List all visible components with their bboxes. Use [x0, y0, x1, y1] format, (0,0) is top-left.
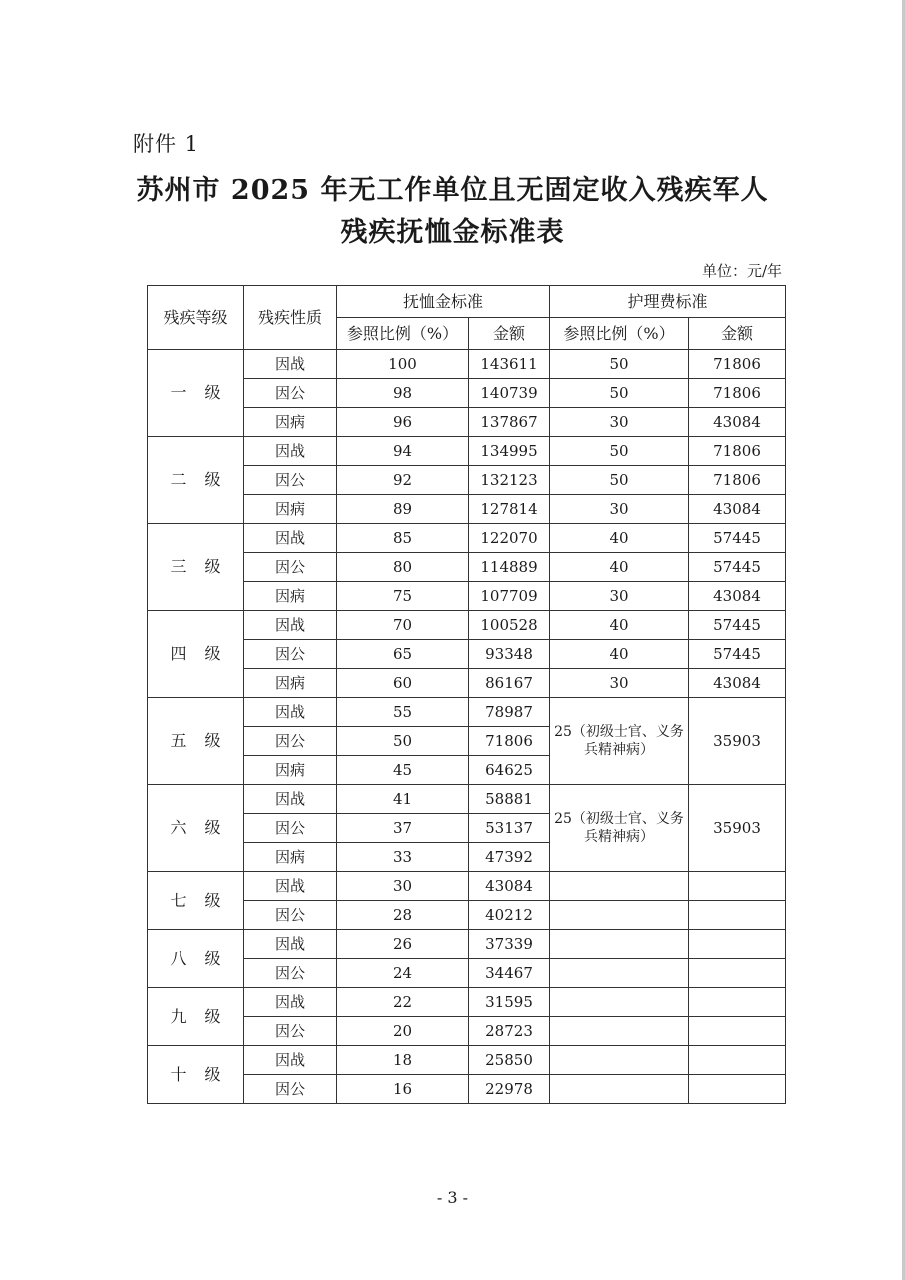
care-amount-cell: 71806: [689, 350, 786, 379]
ratio-cell: 33: [337, 843, 469, 872]
care-ratio-cell-empty: [550, 959, 689, 988]
grade-cell: 五级: [148, 698, 244, 785]
ratio-cell: 75: [337, 582, 469, 611]
care-amount-cell: 43084: [689, 408, 786, 437]
nature-cell: 因战: [244, 524, 337, 553]
nature-cell: 因公: [244, 959, 337, 988]
nature-cell: 因战: [244, 872, 337, 901]
table-row: [148, 1046, 786, 1075]
ratio-cell: 98: [337, 379, 469, 408]
table-row: [148, 669, 786, 698]
care-amount-cell: 43084: [689, 669, 786, 698]
care-ratio-cell-empty: [550, 988, 689, 1017]
grade-cell: 四级: [148, 611, 244, 698]
care-amount-cell-empty: [689, 988, 786, 1017]
ratio-cell: 16: [337, 1075, 469, 1104]
amount-cell: 132123: [469, 466, 550, 495]
grade-cell: 六级: [148, 785, 244, 872]
care-amount-cell-empty: [689, 901, 786, 930]
care-ratio-cell: 50: [550, 437, 689, 466]
care-amount-cell: 57445: [689, 553, 786, 582]
table-row: [148, 988, 786, 1017]
grade-cell: 二级: [148, 437, 244, 524]
table-row: [148, 611, 786, 640]
header-row-1: [148, 286, 786, 318]
table-row: [148, 1075, 786, 1104]
care-amount-cell-empty: [689, 1017, 786, 1046]
ratio-cell: 50: [337, 727, 469, 756]
amount-cell: 47392: [469, 843, 550, 872]
amount-cell: 58881: [469, 785, 550, 814]
amount-cell: 140739: [469, 379, 550, 408]
care-ratio-cell: 40: [550, 553, 689, 582]
care-ratio-cell: 50: [550, 379, 689, 408]
nature-cell: 因战: [244, 611, 337, 640]
care-amount-cell-empty: [689, 872, 786, 901]
care-amount-cell: 35903: [689, 698, 786, 785]
amount-cell: 127814: [469, 495, 550, 524]
care-ratio-cell: 30: [550, 582, 689, 611]
care-amount-cell-empty: [689, 930, 786, 959]
nature-cell: 因公: [244, 466, 337, 495]
col-header-grade: 残疾等级: [148, 286, 244, 350]
table-row: [148, 901, 786, 930]
table-row: [148, 785, 786, 814]
table-row: [148, 582, 786, 611]
nature-cell: 因战: [244, 1046, 337, 1075]
amount-cell: 86167: [469, 669, 550, 698]
amount-cell: 93348: [469, 640, 550, 669]
amount-cell: 134995: [469, 437, 550, 466]
pension-standard-table: [147, 285, 786, 1104]
ratio-cell: 18: [337, 1046, 469, 1075]
nature-cell: 因公: [244, 553, 337, 582]
nature-cell: 因病: [244, 582, 337, 611]
care-amount-cell: 71806: [689, 437, 786, 466]
care-ratio-cell-empty: [550, 1075, 689, 1104]
amount-cell: 71806: [469, 727, 550, 756]
amount-cell: 122070: [469, 524, 550, 553]
care-amount-cell: 71806: [689, 379, 786, 408]
nature-cell: 因病: [244, 669, 337, 698]
care-ratio-cell: 40: [550, 640, 689, 669]
grade-cell: 十级: [148, 1046, 244, 1104]
care-ratio-cell-empty: [550, 930, 689, 959]
care-amount-cell-empty: [689, 1046, 786, 1075]
ratio-cell: 45: [337, 756, 469, 785]
grade-cell: 一级: [148, 350, 244, 437]
nature-cell: 因战: [244, 930, 337, 959]
document-title-line1: 苏州市 2025 年无工作单位且无固定收入残疾军人: [136, 175, 769, 206]
care-amount-cell-empty: [689, 1075, 786, 1104]
care-ratio-cell: 40: [550, 524, 689, 553]
nature-cell: 因战: [244, 988, 337, 1017]
ratio-cell: 100: [337, 350, 469, 379]
table-row: [148, 930, 786, 959]
ratio-cell: 55: [337, 698, 469, 727]
amount-cell: 114889: [469, 553, 550, 582]
col-header-care-ratio: 参照比例（%）: [550, 318, 689, 350]
table-row: [148, 553, 786, 582]
amount-cell: 31595: [469, 988, 550, 1017]
col-header-pension-amount: 金额: [469, 318, 550, 350]
amount-cell: 34467: [469, 959, 550, 988]
table-row: [148, 437, 786, 466]
care-amount-cell: 71806: [689, 466, 786, 495]
nature-cell: 因战: [244, 437, 337, 466]
ratio-cell: 70: [337, 611, 469, 640]
amount-cell: 43084: [469, 872, 550, 901]
care-ratio-cell-empty: [550, 1017, 689, 1046]
ratio-cell: 24: [337, 959, 469, 988]
nature-cell: 因病: [244, 843, 337, 872]
care-ratio-cell: 50: [550, 350, 689, 379]
table-row: [148, 524, 786, 553]
ratio-cell: 41: [337, 785, 469, 814]
care-amount-cell: 57445: [689, 524, 786, 553]
ratio-cell: 85: [337, 524, 469, 553]
care-ratio-note-cell: 25（初级士官、义务兵精神病）: [550, 698, 689, 785]
ratio-cell: 92: [337, 466, 469, 495]
table-row: [148, 698, 786, 727]
grade-cell: 九级: [148, 988, 244, 1046]
grade-cell: 七级: [148, 872, 244, 930]
amount-cell: 137867: [469, 408, 550, 437]
nature-cell: 因战: [244, 698, 337, 727]
nature-cell: 因战: [244, 785, 337, 814]
care-amount-cell-empty: [689, 959, 786, 988]
amount-cell: 53137: [469, 814, 550, 843]
amount-cell: 25850: [469, 1046, 550, 1075]
care-amount-cell: 35903: [689, 785, 786, 872]
ratio-cell: 20: [337, 1017, 469, 1046]
ratio-cell: 60: [337, 669, 469, 698]
ratio-cell: 94: [337, 437, 469, 466]
amount-cell: 28723: [469, 1017, 550, 1046]
table-row: [148, 959, 786, 988]
attachment-label: 附件 1: [133, 132, 200, 156]
amount-cell: 64625: [469, 756, 550, 785]
nature-cell: 因病: [244, 756, 337, 785]
care-ratio-cell-empty: [550, 1046, 689, 1075]
table-row: [148, 379, 786, 408]
nature-cell: 因公: [244, 1075, 337, 1104]
ratio-cell: 22: [337, 988, 469, 1017]
nature-cell: 因公: [244, 640, 337, 669]
care-ratio-cell: 40: [550, 611, 689, 640]
page-number: - 3 -: [436, 1188, 469, 1207]
care-amount-cell: 43084: [689, 582, 786, 611]
nature-cell: 因公: [244, 1017, 337, 1046]
care-ratio-cell: 30: [550, 495, 689, 524]
amount-cell: 22978: [469, 1075, 550, 1104]
nature-cell: 因公: [244, 901, 337, 930]
ratio-cell: 26: [337, 930, 469, 959]
table-row: [148, 466, 786, 495]
ratio-cell: 28: [337, 901, 469, 930]
table-row: [148, 640, 786, 669]
nature-cell: 因公: [244, 727, 337, 756]
amount-cell: 107709: [469, 582, 550, 611]
col-header-nature: 残疾性质: [244, 286, 337, 350]
amount-cell: 37339: [469, 930, 550, 959]
ratio-cell: 80: [337, 553, 469, 582]
group-header-pension: 抚恤金标准: [337, 286, 550, 318]
care-ratio-cell-empty: [550, 872, 689, 901]
ratio-cell: 65: [337, 640, 469, 669]
grade-cell: 三级: [148, 524, 244, 611]
care-amount-cell: 57445: [689, 640, 786, 669]
table-row: [148, 495, 786, 524]
table-row: [148, 872, 786, 901]
nature-cell: 因战: [244, 350, 337, 379]
unit-label: 单位：元/年: [701, 262, 782, 280]
amount-cell: 100528: [469, 611, 550, 640]
care-ratio-cell: 50: [550, 466, 689, 495]
table-row: [148, 1017, 786, 1046]
group-header-care: 护理费标准: [550, 286, 786, 318]
care-ratio-cell: 30: [550, 408, 689, 437]
ratio-cell: 96: [337, 408, 469, 437]
care-ratio-cell: 30: [550, 669, 689, 698]
col-header-pension-ratio: 参照比例（%）: [337, 318, 469, 350]
grade-cell: 八级: [148, 930, 244, 988]
care-ratio-cell-empty: [550, 901, 689, 930]
amount-cell: 78987: [469, 698, 550, 727]
care-ratio-note-cell: 25（初级士官、义务兵精神病）: [550, 785, 689, 872]
care-amount-cell: 57445: [689, 611, 786, 640]
nature-cell: 因病: [244, 408, 337, 437]
nature-cell: 因公: [244, 379, 337, 408]
care-amount-cell: 43084: [689, 495, 786, 524]
table-row: [148, 408, 786, 437]
ratio-cell: 89: [337, 495, 469, 524]
amount-cell: 143611: [469, 350, 550, 379]
nature-cell: 因病: [244, 495, 337, 524]
amount-cell: 40212: [469, 901, 550, 930]
col-header-care-amount: 金额: [689, 318, 786, 350]
ratio-cell: 30: [337, 872, 469, 901]
ratio-cell: 37: [337, 814, 469, 843]
table-row: [148, 350, 786, 379]
document-title-line2: 残疾抚恤金标准表: [340, 217, 565, 248]
nature-cell: 因公: [244, 814, 337, 843]
